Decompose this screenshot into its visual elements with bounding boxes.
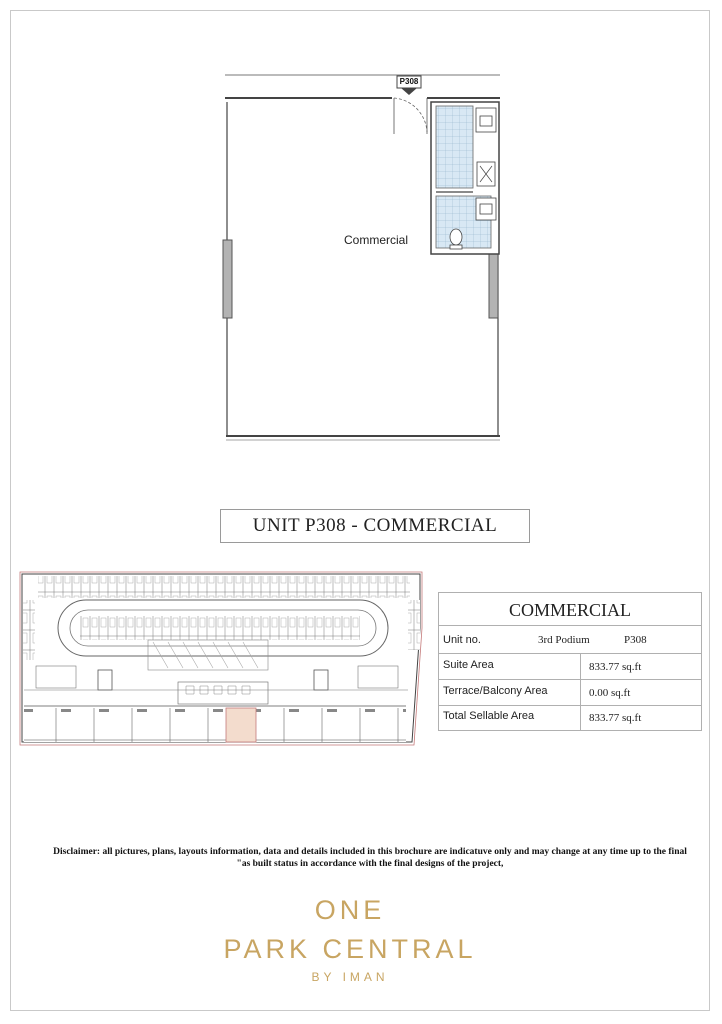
table-row — [439, 680, 701, 706]
disclaimer — [30, 846, 710, 870]
brand-line-1: ONE — [314, 895, 386, 925]
unit-title: UNIT P308 - COMMERCIAL — [220, 509, 530, 543]
total-area-value: 833.77 sq.ft — [589, 712, 642, 724]
table-divider — [580, 654, 581, 731]
table-row — [439, 706, 701, 730]
brand-line-3: BY IMAN — [311, 970, 389, 984]
table-row-unit-no — [439, 626, 701, 654]
key-plan — [18, 570, 426, 747]
unit-no-value: P308 — [624, 634, 647, 646]
table-row — [439, 654, 701, 680]
disclaimer-line-2: "as built status in accordance with the final designs of the project, — [236, 859, 504, 869]
floor-plan — [222, 74, 504, 442]
details-heading: COMMERCIAL — [439, 593, 701, 626]
key-plan-drawing — [18, 570, 426, 747]
brand-logo — [200, 895, 500, 985]
total-area-label: Total Sellable Area — [443, 710, 535, 722]
unit-no-label: Unit no. — [443, 634, 481, 646]
floor-plan-drawing — [222, 74, 504, 442]
unit-no-level: 3rd Podium — [538, 634, 590, 646]
disclaimer-line-1: Disclaimer: all pictures, plans, layouts information, data and details included in this brochure are indicatuve only and may change at any time up to the final — [53, 847, 687, 857]
terrace-area-value: 0.00 sq.ft — [589, 687, 631, 699]
room-label: Commercial — [344, 233, 409, 247]
unit-tag: P308 — [399, 77, 419, 86]
suite-area-label: Suite Area — [443, 659, 494, 671]
suite-area-value: 833.77 sq.ft — [589, 661, 642, 673]
unit-details-table — [438, 592, 702, 731]
brand-line-2: PARK CENTRAL — [223, 934, 477, 964]
terrace-area-label: Terrace/Balcony Area — [443, 685, 548, 697]
